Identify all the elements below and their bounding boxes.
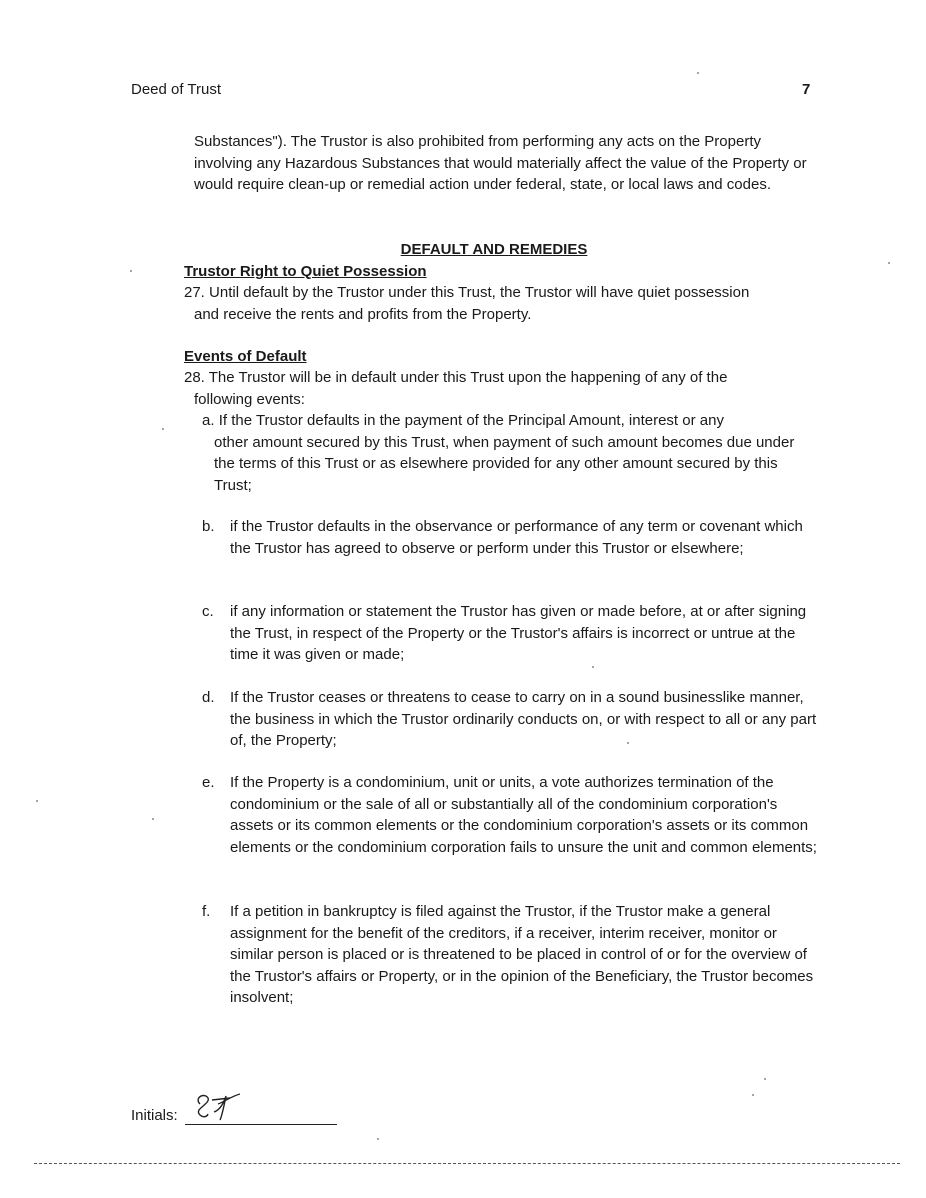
scan-speck xyxy=(888,262,890,264)
scan-speck xyxy=(764,1078,766,1080)
item-text: If a petition in bankruptcy is filed against the Trustor, if the Trustor make a general assignment for the benefit of the creditors, if a receiver, interim receiver, monitor or similar person is placed or is threatened to be placed in control of or for the overview of the Trustor's affairs or Property, or in the opinion of the Beneficiary, the Trustor becomes insolvent; xyxy=(230,903,814,1006)
default-item-b xyxy=(202,516,822,559)
page-number: 7 xyxy=(802,81,811,98)
item-label: b. xyxy=(202,518,215,535)
default-item-f xyxy=(202,901,822,1009)
initials-label: Initials: xyxy=(131,1107,178,1124)
scan-speck xyxy=(592,666,594,668)
item-text: If the Property is a condominium, unit or units, a vote authorizes termination of the condominium or the sale of all or substantially all of the condominium corporation's assets or its common elements or the condominium corporation's assets or its common elements or the condominium corporation fails to unsure the unit and common elements; xyxy=(230,774,817,856)
item-label: c. xyxy=(202,603,214,620)
subsection-heading-quiet-possession: Trustor Right to Quiet Possession xyxy=(184,263,427,280)
clause-27-first-line: 27. Until default by the Trustor under this Trust, the Trustor will have quiet possession xyxy=(184,284,750,301)
item-text: If the Trustor ceases or threatens to cease to carry on in a sound businesslike manner, the business in which the Trustor ordinarily conducts on, or with respect to all or any part of, the Property; xyxy=(230,689,817,749)
item-label: e. xyxy=(202,774,215,791)
subsection-heading-events-of-default: Events of Default xyxy=(184,348,307,365)
item-first-line: If the Trustor defaults in the payment of the Principal Amount, interest or any xyxy=(218,412,724,429)
clause-28-first-line: 28. The Trustor will be in default under this Trust upon the happening of any of the xyxy=(184,369,728,386)
clause-27 xyxy=(184,282,824,325)
scan-speck xyxy=(627,742,629,744)
item-text: if any information or statement the Trustor has given or made before, at or after signing the Trust, in respect of the Property or the Trustor's affairs is incorrect or untrue at the time it was given or made; xyxy=(230,603,807,663)
scan-speck xyxy=(162,428,164,430)
scan-speck xyxy=(152,818,154,820)
default-item-e xyxy=(202,772,822,858)
item-rest: other amount secured by this Trust, when payment of such amount becomes due under the terms of this Trust or as elsewhere provided for any other amount secured by this Trust; xyxy=(214,433,795,494)
item-label: a. xyxy=(202,412,215,429)
item-label: d. xyxy=(202,689,215,706)
item-label: f. xyxy=(202,903,211,920)
item-text: if the Trustor defaults in the observance or performance of any term or covenant which the Trustor has agreed to observe or perform under this Trustor or elsewhere; xyxy=(230,518,803,557)
scan-speck xyxy=(697,72,699,74)
default-item-d xyxy=(202,687,822,752)
clause-28 xyxy=(184,367,824,410)
scan-speck xyxy=(377,1138,379,1140)
document-title: Deed of Trust xyxy=(131,81,222,98)
footer-rule xyxy=(34,1163,900,1164)
scan-speck xyxy=(130,270,132,272)
continuation-paragraph: Substances"). The Trustor is also prohibited from performing any acts on the Property involving any Hazardous Substances that would materially affect the value of the Property or would require clean-up or remedial action under federal, state, or local laws and codes. xyxy=(194,133,807,193)
initials-line xyxy=(185,1124,337,1125)
clause-28-rest: following events: xyxy=(194,390,305,408)
section-title: DEFAULT AND REMEDIES xyxy=(400,241,588,258)
initials-signature xyxy=(190,1090,250,1126)
default-item-c xyxy=(202,601,822,666)
scan-speck xyxy=(36,800,38,802)
default-item-a xyxy=(202,410,822,496)
scan-speck xyxy=(752,1094,754,1096)
clause-27-rest: and receive the rents and profits from the Property. xyxy=(194,305,532,323)
